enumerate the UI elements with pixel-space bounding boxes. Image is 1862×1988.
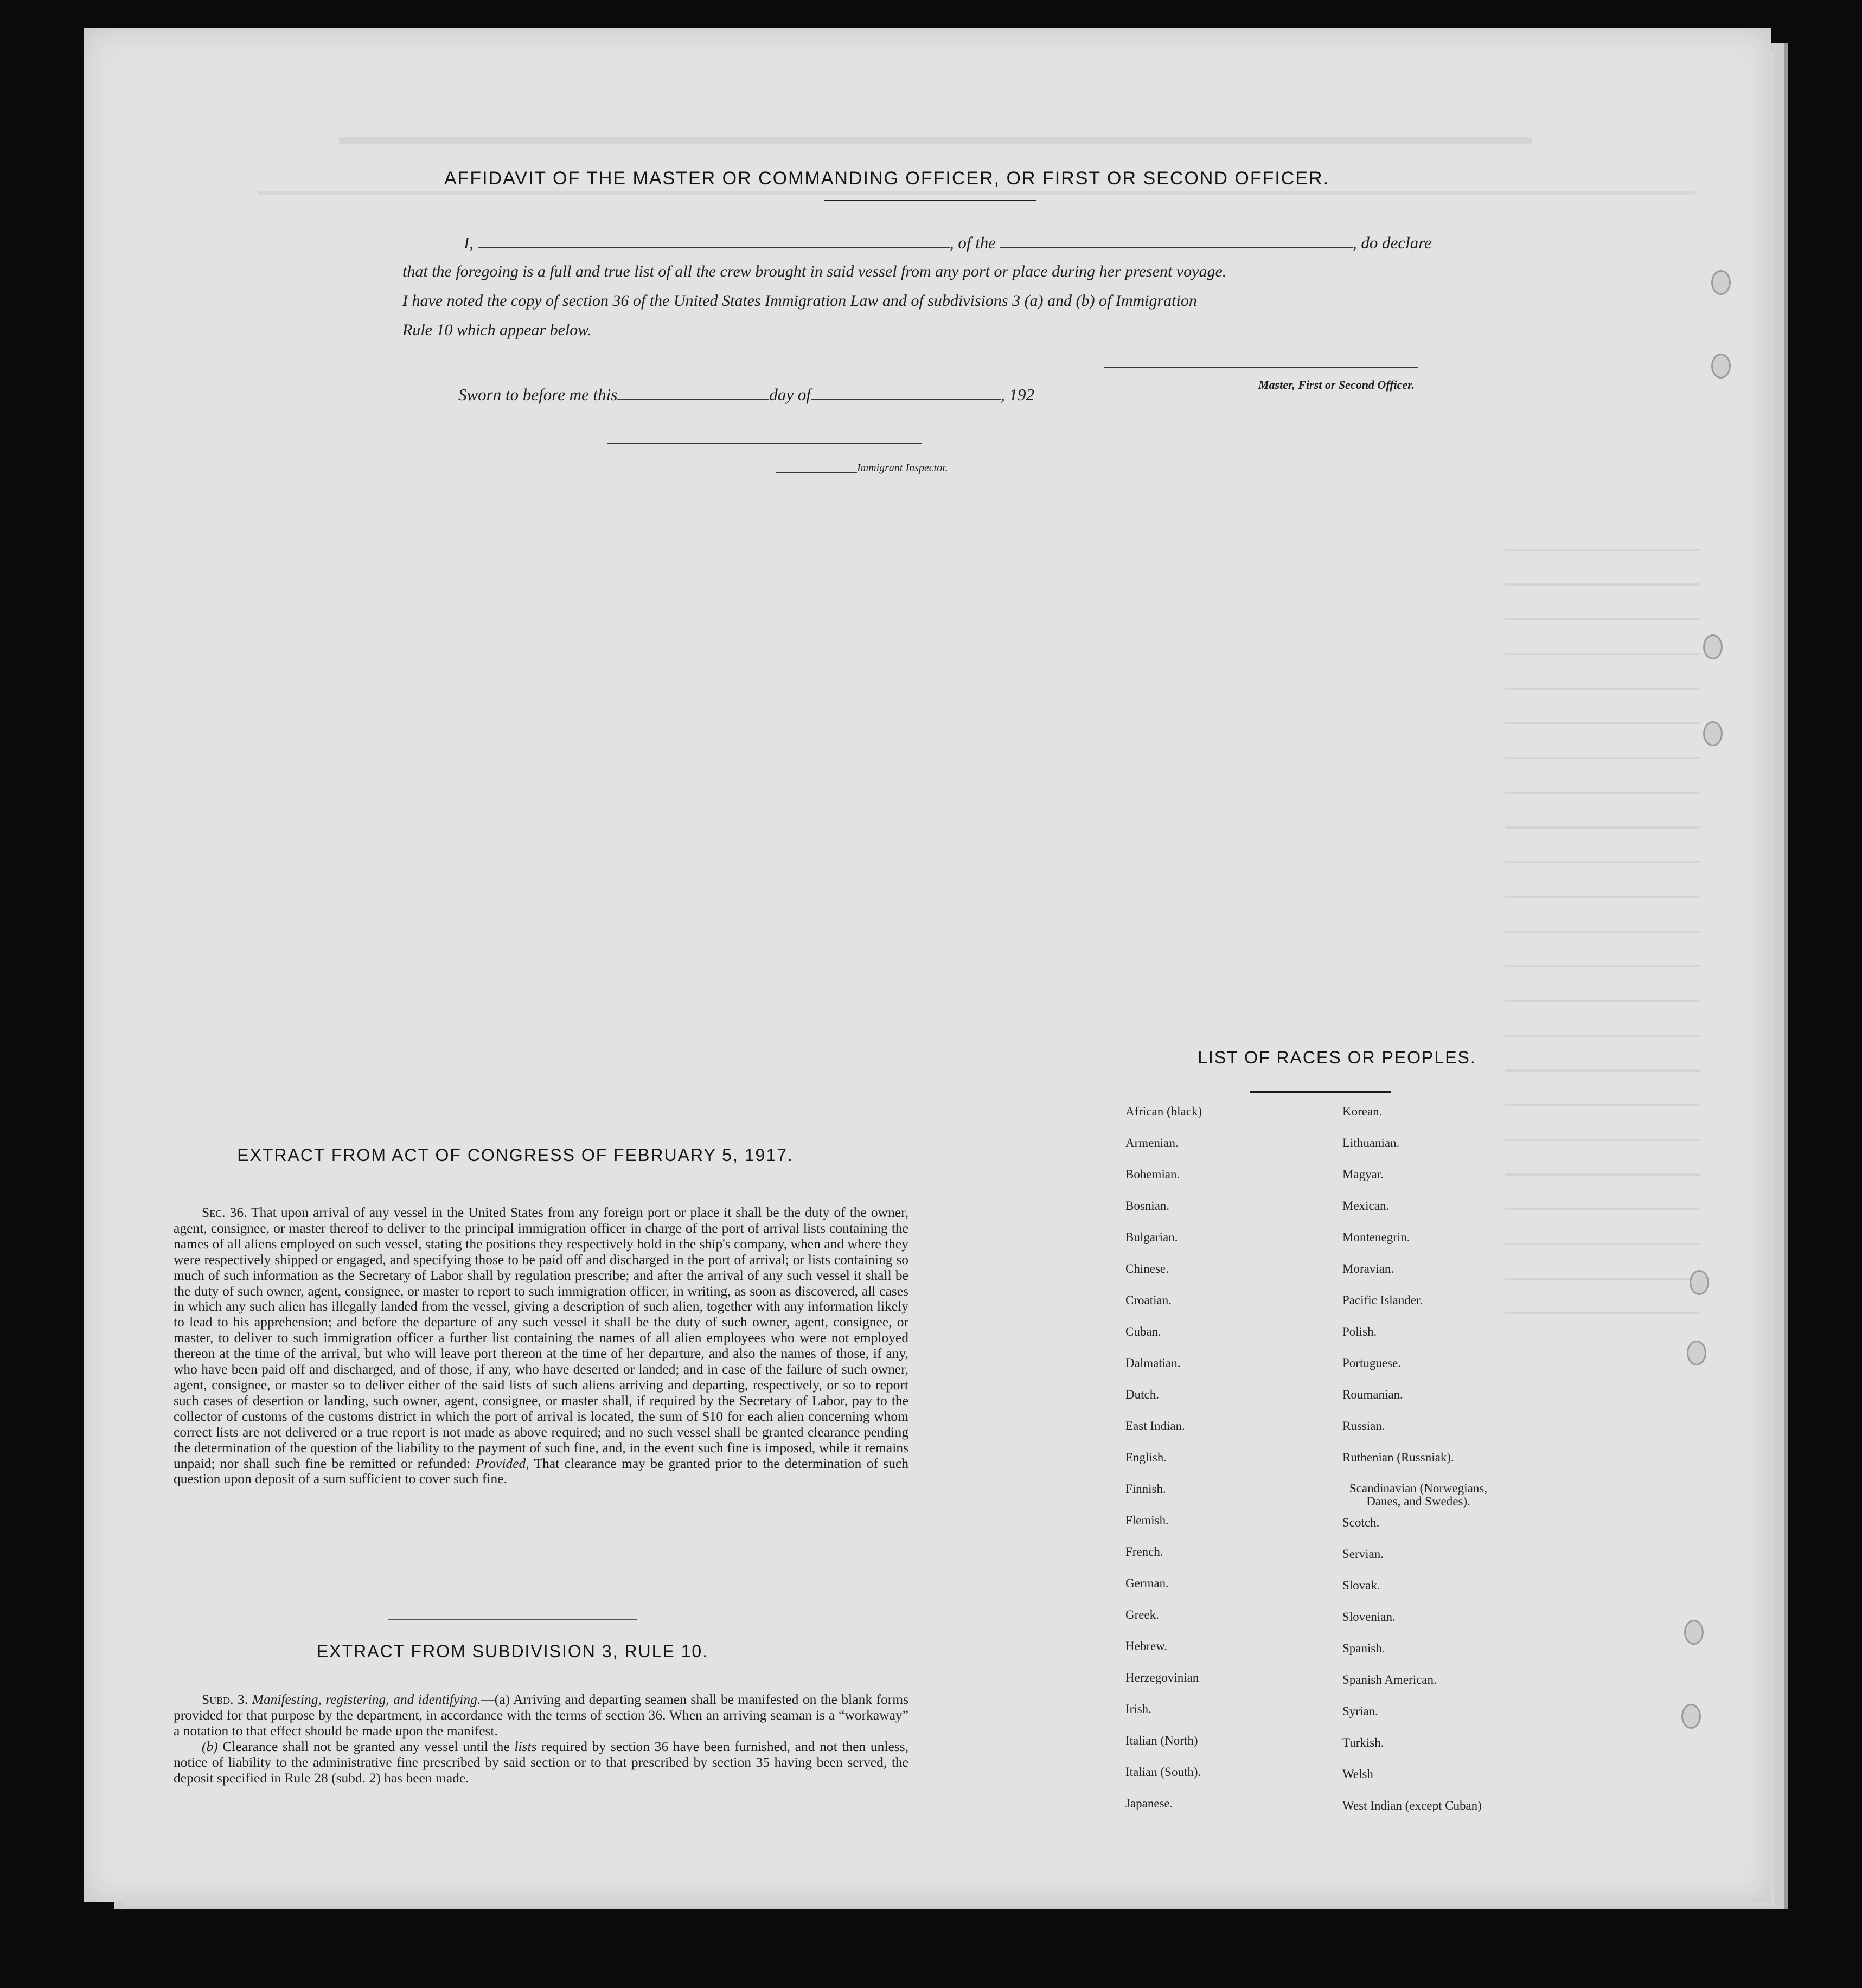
race-item: Spanish American. xyxy=(1342,1673,1437,1686)
race-item: Roumanian. xyxy=(1342,1388,1403,1401)
race-item: Cuban. xyxy=(1125,1325,1161,1338)
affidavit-line-1 xyxy=(464,233,1538,253)
race-item: Moravian. xyxy=(1342,1262,1394,1275)
affidavit-title: AFFIDAVIT OF THE MASTER OR COMMANDING OFFICER, OR FIRST OR SECOND OFFICER. xyxy=(444,168,1330,189)
race-item: Herzegovinian xyxy=(1125,1671,1199,1684)
signature-label: Master, First or Second Officer. xyxy=(1258,378,1415,392)
race-item: French. xyxy=(1125,1545,1163,1559)
sworn-line xyxy=(458,385,1272,405)
punch-hole xyxy=(1687,1341,1706,1365)
race-item: Scotch. xyxy=(1342,1516,1380,1529)
section-body: That upon arrival of any vessel in the United States from any foreign port or place it shall be the duty of the owner, agent, consignee, or master thereof to deliver to the principal immigration officer in charge of the port of arrival lists containing the names of all aliens employed on such vessel, stating the positions they respectively hold in the ship's company, when and where they were respectively shipped or engaged, and specifying those to be paid off and discharged in the port of arrival; or lists containing so much of such information as the Secretary of Labor shall by regulation prescribe; and after the arrival of any such vessel it shall be the duty of such owner, agent, consignee, or master to report to such immigration officer, in writing, as soon as discovered, all cases in which any such alien has illegally landed from the vessel, giving a description of such alien, together with any information likely to lead to his apprehension; and before the departure of any such vessel it shall be the duty of such owner, agent, consignee, or master, to deliver to such immigration officer a further list containing the names of all alien employees who were not employed thereon at the time of the arrival, but who will leave port thereon at the time of her departure, and also the names of those, if any, who have been paid off and discharged, and of those, if any, who have deserted or landed; and in case of the failure of such owner, agent, consignee, or master so to deliver either of the said lists of such aliens arriving and departing, respectively, or so to report such cases of desertion or landing, such owner, agent, consignee, or master shall, if required by the Secretary of Labor, pay to the collector of customs of the customs district in which the port of arrival is located, the sum of $10 for each alien concerning whom correct lists are not delivered or a true report is not made as above required; and no such vessel shall be granted clearance pending the determination of the question of the liability to the payment of such fine, and, in the event such fine is imposed, while it remains unpaid; nor shall such fine be remitted or refunded: xyxy=(174,1204,908,1471)
punch-hole xyxy=(1703,634,1723,659)
para-b-text-1: Clearance shall not be granted any vessel until the xyxy=(222,1738,510,1754)
races-title: LIST OF RACES OR PEOPLES. xyxy=(1198,1048,1476,1067)
race-item: Polish. xyxy=(1342,1325,1377,1338)
para-a-text: Arriving and departing seamen shall be manifested on the blank forms provided for that purpose by the department, in accordance with the terms of section 36. When an arriving seaman is a “workaway” a notation to that effect should be made upon the manifest. xyxy=(174,1691,909,1739)
race-item: Italian (North) xyxy=(1125,1734,1198,1747)
punch-hole xyxy=(1703,721,1723,746)
race-item: Bohemian. xyxy=(1125,1168,1180,1181)
affidavit-line-4: Rule 10 which appear below. xyxy=(402,321,592,339)
sworn-day-blank[interactable] xyxy=(617,399,769,400)
race-item: Armenian. xyxy=(1125,1136,1179,1150)
punch-hole xyxy=(1690,1270,1709,1295)
race-item: Finnish. xyxy=(1125,1482,1166,1496)
race-item: Scandinavian (Norwegians, Danes, and Swedes). xyxy=(1349,1482,1488,1508)
affidavit-title-rule xyxy=(824,200,1036,201)
act-extract-title: EXTRACT FROM ACT OF CONGRESS OF FEBRUARY 5, 1917. xyxy=(237,1145,794,1165)
document-page xyxy=(84,28,1771,1902)
bleed-through-mark xyxy=(1505,516,1700,1330)
race-item: African (black) xyxy=(1125,1105,1202,1118)
race-item: Bosnian. xyxy=(1125,1199,1170,1213)
act-section-36-text xyxy=(174,1205,908,1487)
race-item: Lithuanian. xyxy=(1342,1136,1400,1150)
race-item: Pacific Islander. xyxy=(1342,1293,1423,1307)
race-item: Slovenian. xyxy=(1342,1610,1396,1624)
affidavit-of-the-label: , of the xyxy=(949,233,996,252)
proviso-text: That clearance may be granted prior to the determination of such question upon deposit of a sum sufficient to cover such fine. xyxy=(174,1455,909,1487)
race-item: Japanese. xyxy=(1125,1797,1173,1810)
signature-line[interactable] xyxy=(1104,367,1418,368)
race-item: English. xyxy=(1125,1451,1167,1464)
race-item: Korean. xyxy=(1342,1105,1383,1118)
race-item: Dalmatian. xyxy=(1125,1356,1181,1370)
race-item: Croatian. xyxy=(1125,1293,1172,1307)
para-b-text-2: required by section 36 have been furnished, and not then unless, notice of liability to the administrative fine prescribed by said section or to that prescribed by section 35 having been served, the deposit specified in Rule 28 (subd. 2) has been made. xyxy=(174,1738,909,1786)
extract-divider xyxy=(388,1619,637,1620)
race-item: Turkish. xyxy=(1342,1736,1384,1749)
para-b-label: (b) xyxy=(202,1738,218,1754)
race-item: Dutch. xyxy=(1125,1388,1159,1401)
inspector-label: Immigrant Inspector. xyxy=(857,462,948,474)
proviso-word: Provided, xyxy=(475,1455,529,1471)
sworn-month-blank[interactable] xyxy=(811,399,1001,400)
race-item: Servian. xyxy=(1342,1547,1384,1561)
race-item: Welsh xyxy=(1342,1767,1373,1781)
subd-label: Subd. 3. xyxy=(202,1691,248,1707)
vessel-name-blank[interactable] xyxy=(1000,247,1353,248)
race-item: Russian. xyxy=(1342,1419,1385,1433)
section-label: Sec. 36. xyxy=(202,1204,247,1220)
affidavit-line-2: that the foregoing is a full and true list of all the crew brought in said vessel from any port or place during her present voyage. xyxy=(402,262,1227,280)
para-b-lists: lists xyxy=(514,1738,537,1754)
year-label: , 192 xyxy=(1000,385,1034,404)
race-item: Spanish. xyxy=(1342,1641,1385,1655)
subd-heading: Manifesting, registering, and identifying. xyxy=(252,1691,481,1707)
race-item: Chinese. xyxy=(1125,1262,1169,1275)
affidavit-line-3: I have noted the copy of section 36 of the United States Immigration Law and of subdivisions 3 (a) and (b) of Immigration xyxy=(402,292,1197,310)
bleed-through-mark xyxy=(258,191,1695,195)
inspector-short-line xyxy=(776,472,857,473)
race-item: Mexican. xyxy=(1342,1199,1390,1213)
race-item: Magyar. xyxy=(1342,1168,1384,1181)
rule-extract-title: EXTRACT FROM SUBDIVISION 3, RULE 10. xyxy=(316,1641,709,1661)
race-item: Bulgarian. xyxy=(1125,1230,1178,1244)
race-item: Ruthenian (Russniak). xyxy=(1342,1451,1454,1464)
punch-hole xyxy=(1681,1704,1701,1729)
punch-hole xyxy=(1684,1620,1704,1645)
para-a-label: —(a) xyxy=(481,1691,510,1707)
race-item: Italian (South). xyxy=(1125,1765,1201,1779)
race-item: Syrian. xyxy=(1342,1704,1378,1718)
race-item: German. xyxy=(1125,1576,1169,1590)
races-title-rule xyxy=(1250,1091,1391,1093)
race-item: Irish. xyxy=(1125,1702,1151,1716)
race-item: Slovak. xyxy=(1342,1579,1380,1592)
bleed-through-mark xyxy=(339,137,1532,144)
race-item: Hebrew. xyxy=(1125,1639,1168,1653)
inspector-signature-line[interactable] xyxy=(607,443,922,444)
race-item: Greek. xyxy=(1125,1608,1159,1621)
race-item: Flemish. xyxy=(1125,1514,1169,1527)
race-item: Montenegrin. xyxy=(1342,1230,1410,1244)
punch-hole xyxy=(1711,270,1731,295)
master-name-blank[interactable] xyxy=(478,247,950,248)
race-item: Portuguese. xyxy=(1342,1356,1401,1370)
punch-hole xyxy=(1711,354,1731,379)
race-item: East Indian. xyxy=(1125,1419,1185,1433)
affidavit-declare-label: , do declare xyxy=(1352,233,1432,252)
rule-subd-3-text xyxy=(174,1692,908,1786)
race-item: West Indian (except Cuban) xyxy=(1342,1799,1482,1812)
day-of-label: day of xyxy=(769,385,811,404)
sworn-label: Sworn to before me this xyxy=(458,385,618,404)
affidavit-i-label: I, xyxy=(464,233,474,252)
